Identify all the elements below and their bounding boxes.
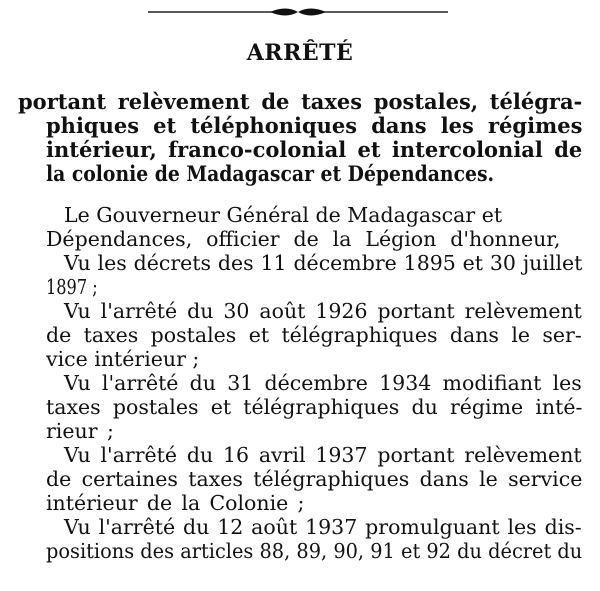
paragraph-line: positions des articles 88, 89, 90, 91 et 92 du décret du xyxy=(46,539,583,563)
paragraph-line: Le Gouverneur Général de Madagascar et xyxy=(64,203,503,227)
paragraph-line: Vu l'arrêté du 31 décembre 1934 modifiant les xyxy=(64,371,582,395)
page-title: ARRÊTÉ xyxy=(246,40,354,66)
paragraph-line: Vu l'arrêté du 16 avril 1937 portant relèvement xyxy=(64,443,582,467)
subtitle-line: la colonie de Madagascar et Dépendances. xyxy=(46,161,495,186)
paragraph-line: Vu l'arrêté du 30 août 1926 portant relèvement xyxy=(64,299,582,323)
paragraph-line: taxes postales et télégraphiques du régime inté- xyxy=(46,395,583,419)
paragraph-line: de certaines taxes télégraphiques dans le service xyxy=(46,467,583,491)
paragraph-line: Dépendances, officier de la Légion d'honneur, xyxy=(46,227,561,251)
ornament-divider-icon xyxy=(148,4,448,20)
paragraph-line: intérieur de la Colonie ; xyxy=(46,491,305,515)
subtitle-line: portant relèvement de taxes postales, télégra- xyxy=(18,89,583,114)
paragraph-line: Vu les décrets des 11 décembre 1895 et 30 juillet xyxy=(64,251,583,275)
paragraph-line: de taxes postales et télégraphiques dans le ser- xyxy=(46,323,582,347)
paragraph-line: Vu l'arrêté du 12 août 1937 promulguant les dis- xyxy=(64,515,582,539)
subtitle-line: phiques et téléphoniques dans les régimes xyxy=(46,113,583,138)
paragraph-line: 1897 ; xyxy=(46,275,98,299)
paragraph-line: vice intérieur ; xyxy=(46,347,200,371)
subtitle-line: intérieur, franco-colonial et intercolonial de xyxy=(46,137,583,162)
paragraph-line: rieur ; xyxy=(46,419,114,443)
